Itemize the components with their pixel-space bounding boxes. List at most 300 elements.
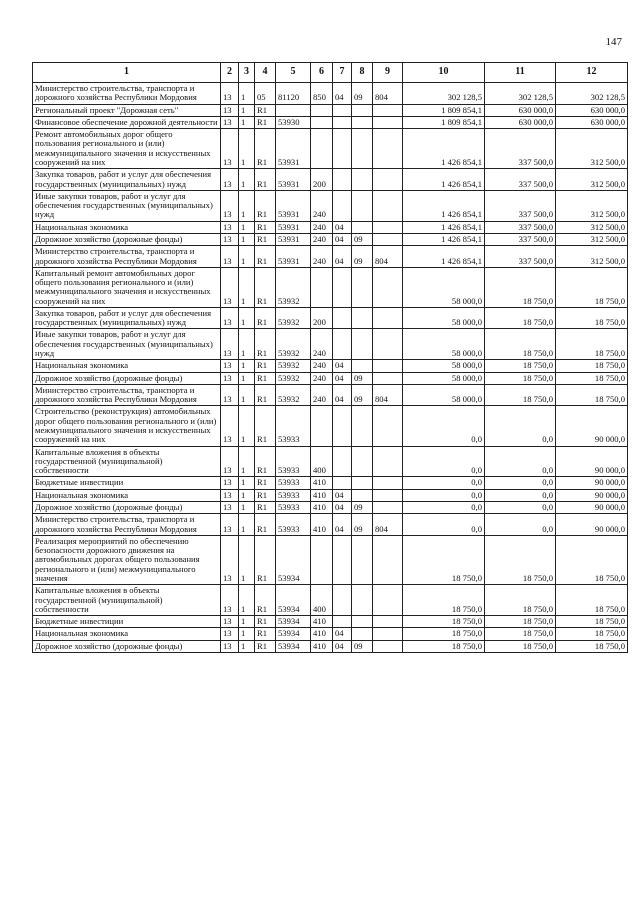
amount-col12: 18 750,0: [556, 372, 628, 384]
row-name: Региональный проект "Дорожная сеть": [33, 104, 221, 116]
code-cell: 13: [221, 246, 239, 268]
code-cell: R1: [255, 221, 276, 233]
column-header: 6: [311, 63, 333, 83]
code-cell: 53934: [276, 640, 311, 652]
code-cell: 13: [221, 489, 239, 501]
code-cell: [373, 501, 403, 513]
amount-col10: 58 000,0: [403, 307, 485, 329]
row-name: Финансовое обеспечение дорожной деятельности: [33, 116, 221, 128]
code-cell: 1: [239, 616, 255, 628]
code-cell: 13: [221, 406, 239, 446]
amount-col10: 302 128,5: [403, 83, 485, 105]
code-cell: 1: [239, 384, 255, 406]
amount-col11: 0,0: [485, 406, 556, 446]
code-cell: 400: [311, 585, 333, 616]
row-name: Национальная экономика: [33, 360, 221, 372]
code-cell: 804: [373, 514, 403, 536]
table-row: [33, 307, 628, 329]
code-cell: 04: [333, 372, 352, 384]
table-row: [33, 190, 628, 221]
code-cell: [373, 535, 403, 584]
table-row: [33, 501, 628, 513]
table-row: [33, 221, 628, 233]
amount-col11: 18 750,0: [485, 360, 556, 372]
code-cell: [352, 129, 373, 169]
code-cell: [373, 640, 403, 652]
amount-col10: 0,0: [403, 489, 485, 501]
code-cell: [352, 477, 373, 489]
code-cell: 13: [221, 104, 239, 116]
code-cell: 53932: [276, 267, 311, 307]
code-cell: 240: [311, 246, 333, 268]
row-name: Дорожное хозяйство (дорожные фонды): [33, 233, 221, 245]
code-cell: 240: [311, 329, 333, 360]
amount-col12: 90 000,0: [556, 489, 628, 501]
amount-col12: 90 000,0: [556, 514, 628, 536]
amount-col10: 0,0: [403, 446, 485, 477]
code-cell: 13: [221, 501, 239, 513]
code-cell: 1: [239, 406, 255, 446]
code-cell: 53932: [276, 360, 311, 372]
code-cell: 13: [221, 446, 239, 477]
code-cell: [333, 446, 352, 477]
row-name: Капитальный ремонт автомобильных дорог общего пользования регионального и (или) межмуниципального значения и искусственных сооружений на них: [33, 267, 221, 307]
code-cell: 410: [311, 489, 333, 501]
code-cell: 53934: [276, 535, 311, 584]
code-cell: 04: [333, 628, 352, 640]
code-cell: 04: [333, 246, 352, 268]
amount-col12: 630 000,0: [556, 104, 628, 116]
code-cell: [373, 489, 403, 501]
code-cell: 53933: [276, 489, 311, 501]
code-cell: [333, 267, 352, 307]
amount-col12: 90 000,0: [556, 477, 628, 489]
code-cell: 1: [239, 169, 255, 191]
amount-col10: 0,0: [403, 501, 485, 513]
code-cell: R1: [255, 246, 276, 268]
code-cell: R1: [255, 514, 276, 536]
code-cell: 240: [311, 190, 333, 221]
amount-col10: 0,0: [403, 406, 485, 446]
code-cell: 53932: [276, 329, 311, 360]
code-cell: 13: [221, 384, 239, 406]
code-cell: 04: [333, 501, 352, 513]
code-cell: R1: [255, 489, 276, 501]
table-row: [33, 535, 628, 584]
code-cell: R1: [255, 477, 276, 489]
code-cell: 13: [221, 640, 239, 652]
code-cell: 400: [311, 446, 333, 477]
table-row: [33, 406, 628, 446]
code-cell: R1: [255, 585, 276, 616]
amount-col12: 312 500,0: [556, 221, 628, 233]
amount-col11: 337 500,0: [485, 221, 556, 233]
amount-col11: 0,0: [485, 501, 556, 513]
code-cell: 53934: [276, 628, 311, 640]
amount-col12: 90 000,0: [556, 406, 628, 446]
amount-col10: 58 000,0: [403, 360, 485, 372]
code-cell: 09: [352, 384, 373, 406]
code-cell: [333, 616, 352, 628]
amount-col10: 1 426 854,1: [403, 221, 485, 233]
amount-col11: 630 000,0: [485, 104, 556, 116]
code-cell: [352, 104, 373, 116]
column-header: 8: [352, 63, 373, 83]
code-cell: R1: [255, 616, 276, 628]
table-row: [33, 640, 628, 652]
table-row: [33, 477, 628, 489]
amount-col10: 1 426 854,1: [403, 190, 485, 221]
amount-col11: 337 500,0: [485, 233, 556, 245]
code-cell: 04: [333, 640, 352, 652]
code-cell: 09: [352, 372, 373, 384]
code-cell: 13: [221, 221, 239, 233]
amount-col12: 18 750,0: [556, 628, 628, 640]
code-cell: 804: [373, 83, 403, 105]
amount-col11: 18 750,0: [485, 628, 556, 640]
row-name: Бюджетные инвестиции: [33, 477, 221, 489]
code-cell: R1: [255, 640, 276, 652]
code-cell: 1: [239, 477, 255, 489]
row-name: Ремонт автомобильных дорог общего пользования регионального и (или) межмуниципального значения и искусственных сооружений на них: [33, 129, 221, 169]
row-name: Дорожное хозяйство (дорожные фонды): [33, 640, 221, 652]
code-cell: 13: [221, 129, 239, 169]
code-cell: [373, 628, 403, 640]
amount-col12: 18 750,0: [556, 384, 628, 406]
amount-col10: 18 750,0: [403, 628, 485, 640]
budget-table: [32, 62, 628, 653]
amount-col12: 18 750,0: [556, 640, 628, 652]
code-cell: 09: [352, 514, 373, 536]
amount-col11: 18 750,0: [485, 384, 556, 406]
table-row: [33, 104, 628, 116]
code-cell: 13: [221, 477, 239, 489]
amount-col12: 312 500,0: [556, 190, 628, 221]
code-cell: [311, 406, 333, 446]
code-cell: [373, 360, 403, 372]
code-cell: 410: [311, 628, 333, 640]
code-cell: 09: [352, 501, 373, 513]
code-cell: 1: [239, 116, 255, 128]
table-row: [33, 116, 628, 128]
code-cell: 53933: [276, 406, 311, 446]
code-cell: 240: [311, 221, 333, 233]
code-cell: 1: [239, 360, 255, 372]
code-cell: 13: [221, 535, 239, 584]
row-name: Национальная экономика: [33, 221, 221, 233]
column-header: 12: [556, 63, 628, 83]
table-row: [33, 489, 628, 501]
amount-col12: 90 000,0: [556, 446, 628, 477]
amount-col10: 58 000,0: [403, 329, 485, 360]
code-cell: 13: [221, 514, 239, 536]
row-name: Министерство строительства, транспорта и дорожного хозяйства Республики Мордовия: [33, 246, 221, 268]
code-cell: 53933: [276, 501, 311, 513]
code-cell: 850: [311, 83, 333, 105]
table-row: [33, 360, 628, 372]
code-cell: 13: [221, 616, 239, 628]
code-cell: 53932: [276, 307, 311, 329]
table-row: [33, 267, 628, 307]
column-header: 7: [333, 63, 352, 83]
code-cell: [352, 446, 373, 477]
amount-col10: 1 426 854,1: [403, 129, 485, 169]
code-cell: 13: [221, 116, 239, 128]
amount-col11: 18 750,0: [485, 535, 556, 584]
row-name: Закупка товаров, работ и услуг для обеспечения государственных (муниципальных) нужд: [33, 307, 221, 329]
code-cell: 09: [352, 83, 373, 105]
amount-col11: 18 750,0: [485, 307, 556, 329]
amount-col12: 90 000,0: [556, 501, 628, 513]
code-cell: [352, 406, 373, 446]
code-cell: R1: [255, 628, 276, 640]
row-name: Министерство строительства, транспорта и дорожного хозяйства Республики Мордовия: [33, 384, 221, 406]
amount-col12: 18 750,0: [556, 616, 628, 628]
code-cell: 13: [221, 83, 239, 105]
code-cell: 13: [221, 372, 239, 384]
row-name: Иные закупки товаров, работ и услуг для обеспечения государственных (муниципальных) нужд: [33, 329, 221, 360]
code-cell: 1: [239, 585, 255, 616]
code-cell: 1: [239, 329, 255, 360]
code-cell: 09: [352, 233, 373, 245]
code-cell: [352, 329, 373, 360]
code-cell: 53931: [276, 246, 311, 268]
amount-col12: 18 750,0: [556, 585, 628, 616]
code-cell: 53932: [276, 372, 311, 384]
code-cell: 1: [239, 221, 255, 233]
code-cell: 240: [311, 360, 333, 372]
code-cell: 804: [373, 246, 403, 268]
code-cell: [352, 169, 373, 191]
amount-col12: 302 128,5: [556, 83, 628, 105]
code-cell: [373, 307, 403, 329]
table-header: [33, 63, 628, 83]
table-row: [33, 169, 628, 191]
amount-col12: 18 750,0: [556, 535, 628, 584]
code-cell: [373, 406, 403, 446]
code-cell: 04: [333, 489, 352, 501]
code-cell: 09: [352, 246, 373, 268]
amount-col12: 312 500,0: [556, 129, 628, 169]
code-cell: [333, 104, 352, 116]
code-cell: 1: [239, 489, 255, 501]
code-cell: [373, 477, 403, 489]
column-header: 4: [255, 63, 276, 83]
amount-col12: 18 750,0: [556, 360, 628, 372]
amount-col12: 312 500,0: [556, 169, 628, 191]
code-cell: [311, 116, 333, 128]
column-header: 5: [276, 63, 311, 83]
column-header: 10: [403, 63, 485, 83]
code-cell: [333, 190, 352, 221]
row-name: Министерство строительства, транспорта и дорожного хозяйства Республики Мордовия: [33, 514, 221, 536]
row-name: Бюджетные инвестиции: [33, 616, 221, 628]
code-cell: 04: [333, 384, 352, 406]
code-cell: 53933: [276, 446, 311, 477]
amount-col12: 18 750,0: [556, 329, 628, 360]
code-cell: R1: [255, 233, 276, 245]
amount-col10: 18 750,0: [403, 585, 485, 616]
amount-col11: 337 500,0: [485, 129, 556, 169]
code-cell: [352, 116, 373, 128]
code-cell: 1: [239, 628, 255, 640]
amount-col11: 630 000,0: [485, 116, 556, 128]
code-cell: 53931: [276, 233, 311, 245]
code-cell: R1: [255, 329, 276, 360]
amount-col10: 1 426 854,1: [403, 169, 485, 191]
code-cell: 1: [239, 640, 255, 652]
code-cell: [352, 616, 373, 628]
code-cell: 13: [221, 190, 239, 221]
code-cell: 1: [239, 267, 255, 307]
code-cell: 1: [239, 535, 255, 584]
row-name: Реализация мероприятий по обеспечению безопасности дорожного движения на автомобильных дорогах общего пользования регионального и (или) межмуниципального значения: [33, 535, 221, 584]
row-name: Дорожное хозяйство (дорожные фонды): [33, 501, 221, 513]
table-row: [33, 514, 628, 536]
code-cell: [352, 190, 373, 221]
amount-col11: 337 500,0: [485, 246, 556, 268]
code-cell: [373, 104, 403, 116]
amount-col12: 312 500,0: [556, 233, 628, 245]
code-cell: [311, 104, 333, 116]
code-cell: 410: [311, 477, 333, 489]
row-name: Капитальные вложения в объекты государственной (муниципальной) собственности: [33, 585, 221, 616]
code-cell: 1: [239, 372, 255, 384]
code-cell: [352, 221, 373, 233]
column-header: 11: [485, 63, 556, 83]
code-cell: R1: [255, 535, 276, 584]
code-cell: 1: [239, 83, 255, 105]
row-name: Закупка товаров, работ и услуг для обеспечения государственных (муниципальных) нужд: [33, 169, 221, 191]
code-cell: [333, 129, 352, 169]
code-cell: [333, 329, 352, 360]
code-cell: [333, 169, 352, 191]
code-cell: 53931: [276, 169, 311, 191]
amount-col10: 18 750,0: [403, 640, 485, 652]
code-cell: 13: [221, 267, 239, 307]
code-cell: 13: [221, 233, 239, 245]
code-cell: [373, 372, 403, 384]
code-cell: R1: [255, 104, 276, 116]
amount-col11: 337 500,0: [485, 190, 556, 221]
amount-col11: 337 500,0: [485, 169, 556, 191]
code-cell: R1: [255, 169, 276, 191]
table-row: [33, 246, 628, 268]
code-cell: 1: [239, 446, 255, 477]
table-row: [33, 628, 628, 640]
code-cell: 13: [221, 585, 239, 616]
amount-col10: 18 750,0: [403, 535, 485, 584]
code-cell: 53931: [276, 129, 311, 169]
code-cell: [373, 446, 403, 477]
row-name: Министерство строительства, транспорта и дорожного хозяйства Республики Мордовия: [33, 83, 221, 105]
amount-col11: 302 128,5: [485, 83, 556, 105]
amount-col12: 630 000,0: [556, 116, 628, 128]
table-row: [33, 233, 628, 245]
code-cell: 04: [333, 83, 352, 105]
code-cell: 1: [239, 514, 255, 536]
code-cell: [333, 477, 352, 489]
row-name: Строительство (реконструкция) автомобильных дорог общего пользования регионального и (или) межмуниципального значения и искусственных сооружений на них: [33, 406, 221, 446]
code-cell: 410: [311, 514, 333, 536]
code-cell: [352, 628, 373, 640]
amount-col11: 18 750,0: [485, 267, 556, 307]
code-cell: [352, 360, 373, 372]
table-row: [33, 446, 628, 477]
amount-col10: 1 809 854,1: [403, 116, 485, 128]
code-cell: [373, 169, 403, 191]
row-name: Иные закупки товаров, работ и услуг для обеспечения государственных (муниципальных) нужд: [33, 190, 221, 221]
amount-col10: 0,0: [403, 477, 485, 489]
code-cell: 04: [333, 221, 352, 233]
code-cell: [373, 221, 403, 233]
code-cell: 53930: [276, 116, 311, 128]
amount-col10: 58 000,0: [403, 267, 485, 307]
amount-col10: 0,0: [403, 514, 485, 536]
code-cell: R1: [255, 446, 276, 477]
amount-col11: 18 750,0: [485, 372, 556, 384]
code-cell: 1: [239, 501, 255, 513]
code-cell: 410: [311, 640, 333, 652]
table-row: [33, 329, 628, 360]
code-cell: R1: [255, 267, 276, 307]
amount-col10: 1 809 854,1: [403, 104, 485, 116]
amount-col12: 18 750,0: [556, 267, 628, 307]
row-name: Дорожное хозяйство (дорожные фонды): [33, 372, 221, 384]
column-header: 9: [373, 63, 403, 83]
code-cell: R1: [255, 190, 276, 221]
code-cell: [333, 535, 352, 584]
code-cell: 53934: [276, 585, 311, 616]
row-name: Национальная экономика: [33, 628, 221, 640]
code-cell: [311, 129, 333, 169]
code-cell: [373, 329, 403, 360]
code-cell: [373, 267, 403, 307]
code-cell: [333, 307, 352, 329]
code-cell: [333, 406, 352, 446]
amount-col10: 1 426 854,1: [403, 233, 485, 245]
code-cell: 13: [221, 169, 239, 191]
amount-col12: 18 750,0: [556, 307, 628, 329]
code-cell: 81120: [276, 83, 311, 105]
code-cell: [352, 307, 373, 329]
code-cell: 53931: [276, 190, 311, 221]
code-cell: [373, 129, 403, 169]
code-cell: 240: [311, 372, 333, 384]
code-cell: 1: [239, 233, 255, 245]
page-number: 147: [605, 36, 622, 48]
code-cell: [352, 585, 373, 616]
code-cell: [352, 489, 373, 501]
code-cell: [276, 104, 311, 116]
code-cell: [373, 233, 403, 245]
code-cell: 05: [255, 83, 276, 105]
row-name: Национальная экономика: [33, 489, 221, 501]
code-cell: R1: [255, 372, 276, 384]
column-header: 3: [239, 63, 255, 83]
code-cell: [373, 616, 403, 628]
code-cell: 53932: [276, 384, 311, 406]
code-cell: [373, 116, 403, 128]
code-cell: R1: [255, 501, 276, 513]
amount-col10: 58 000,0: [403, 372, 485, 384]
amount-col11: 18 750,0: [485, 616, 556, 628]
amount-col11: 0,0: [485, 446, 556, 477]
table-row: [33, 616, 628, 628]
code-cell: 1: [239, 307, 255, 329]
code-cell: 1: [239, 129, 255, 169]
code-cell: R1: [255, 406, 276, 446]
